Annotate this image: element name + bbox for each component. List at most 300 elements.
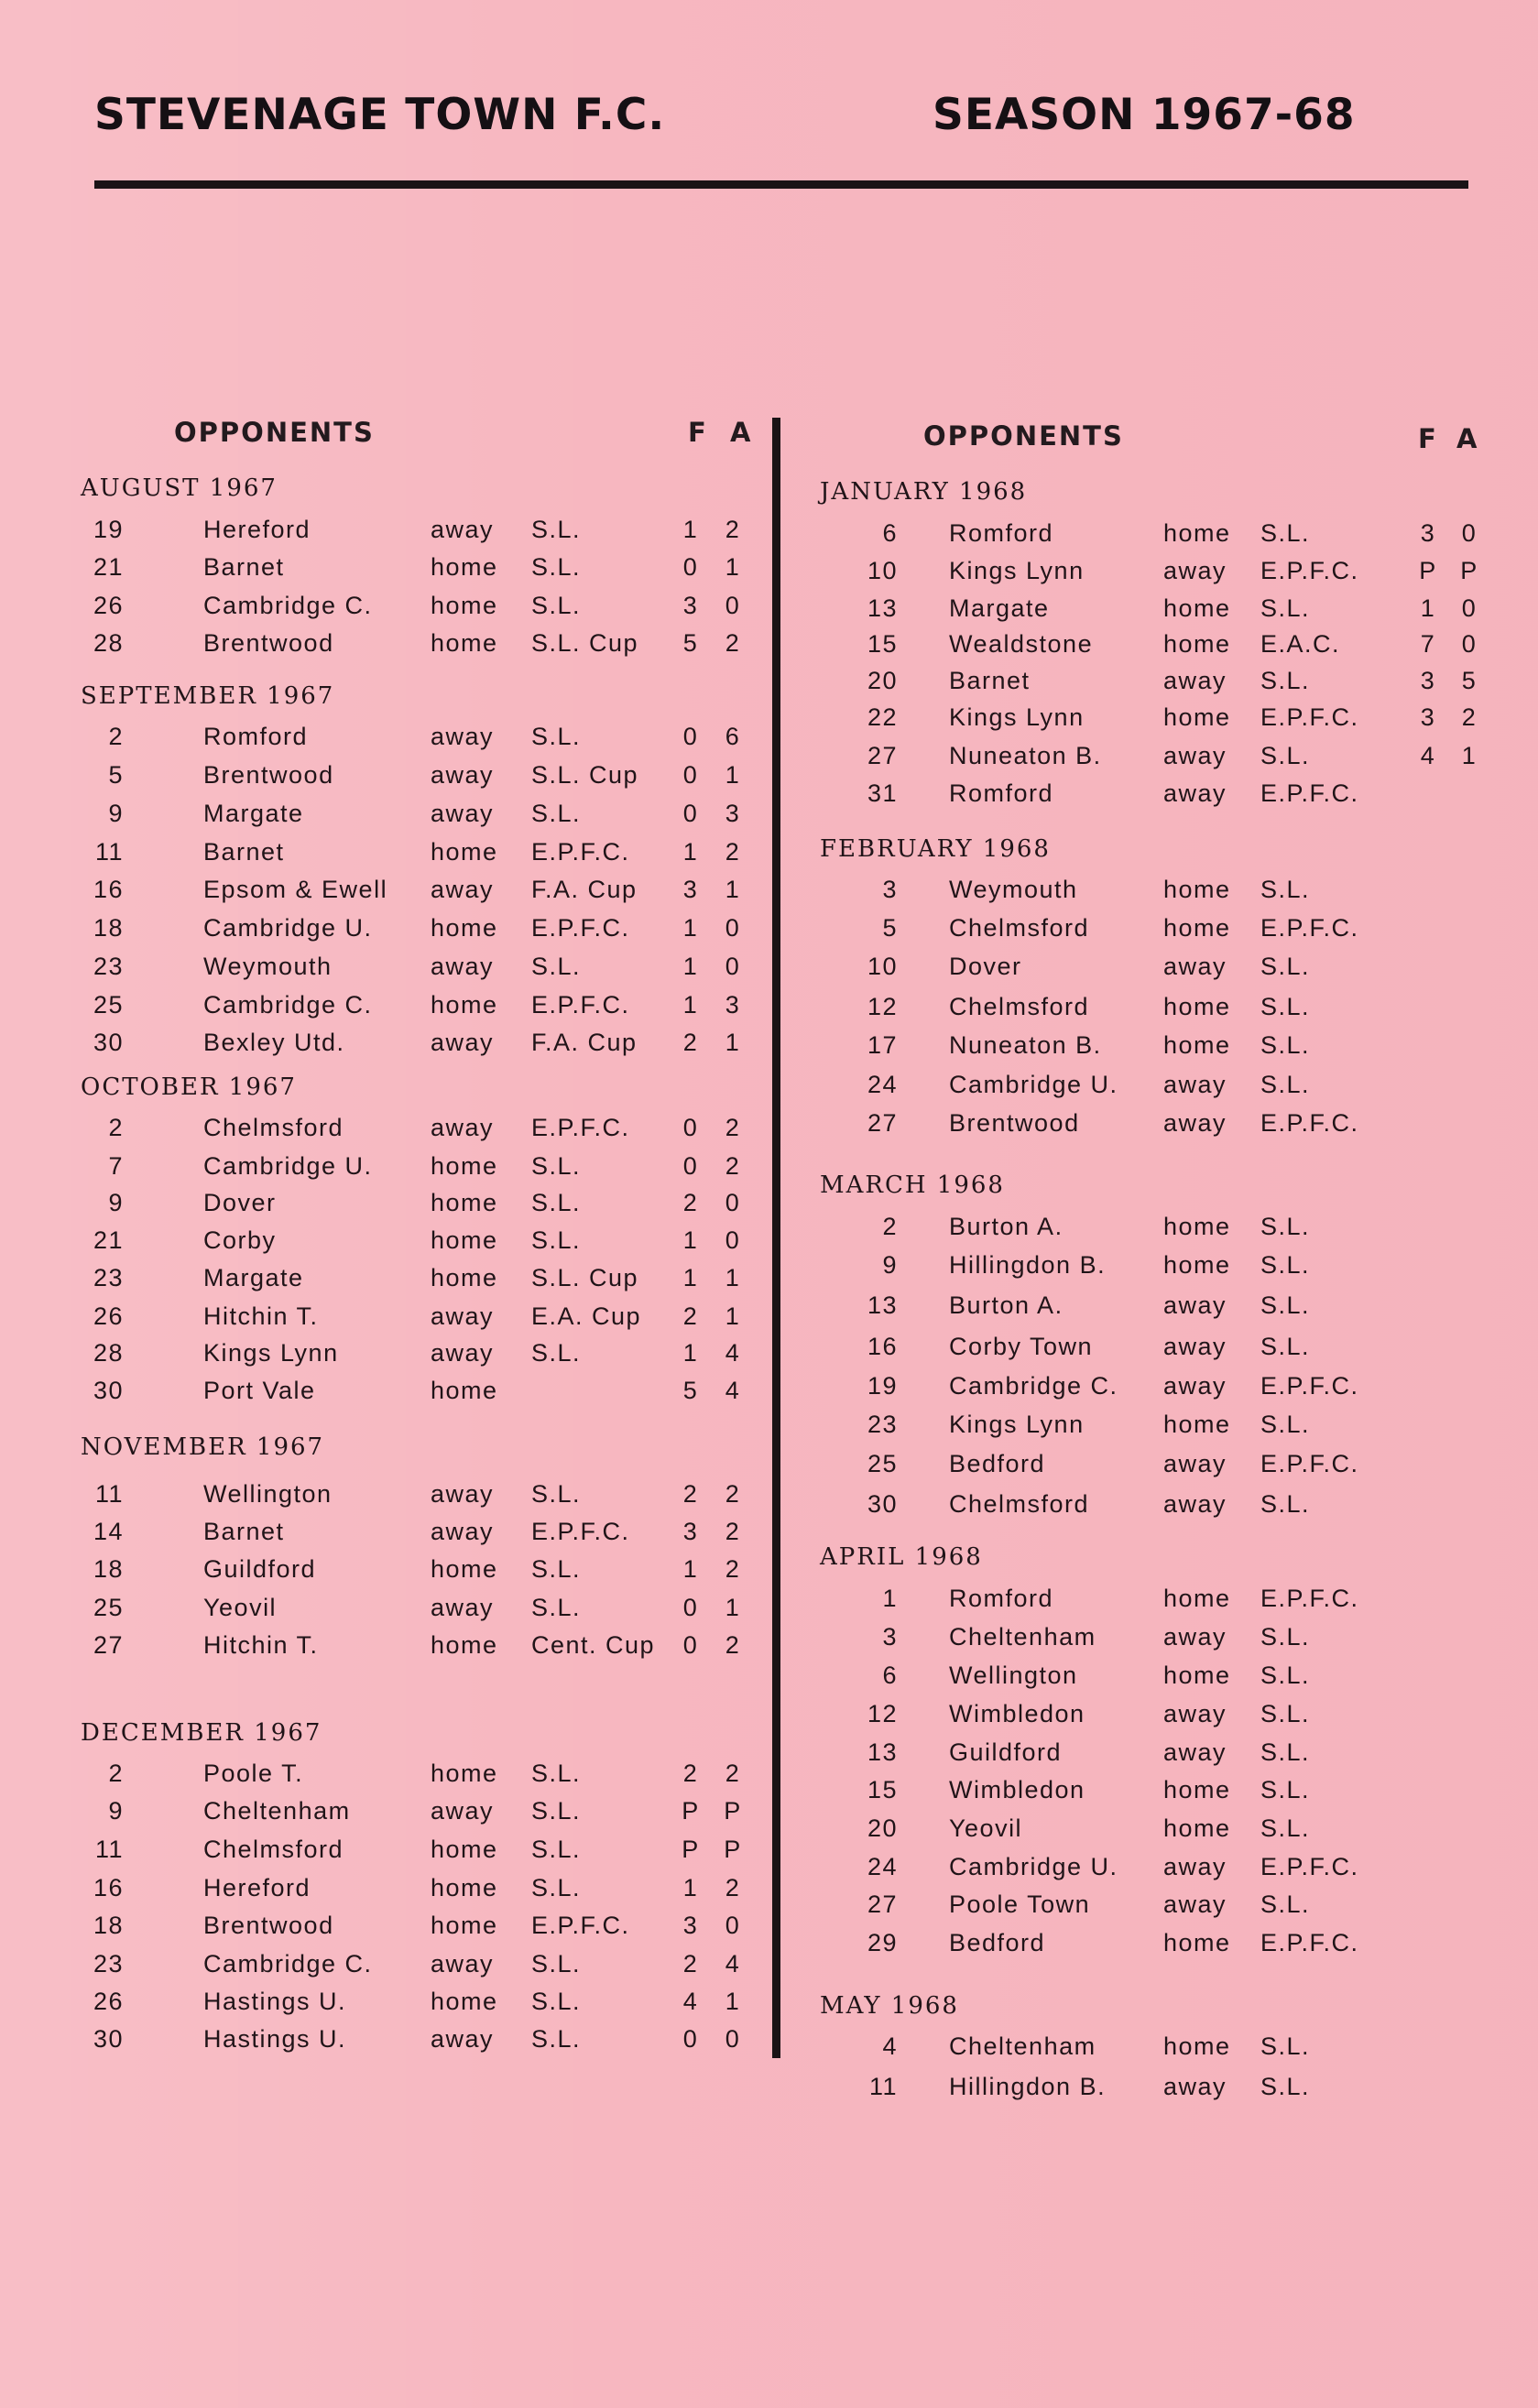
goals-against: 0 <box>725 592 741 619</box>
venue: home <box>431 1631 498 1659</box>
goals-against: 2 <box>725 838 741 866</box>
goals-for: 0 <box>682 800 699 827</box>
goals-for: 3 <box>682 876 699 903</box>
venue: away <box>431 1797 495 1825</box>
venue: away <box>431 723 495 750</box>
opponent: Brentwood <box>203 629 334 657</box>
venue: home <box>431 1760 498 1787</box>
opponent: Poole T. <box>203 1760 304 1787</box>
goals-against: 2 <box>725 1760 741 1787</box>
goals-for: 1 <box>682 1264 699 1291</box>
competition: E.P.F.C. <box>531 1518 630 1545</box>
goals-for: P <box>682 1836 700 1863</box>
venue: away <box>1163 1890 1227 1918</box>
competition: E.P.F.C. <box>1260 1450 1359 1477</box>
venue: away <box>1163 742 1227 769</box>
goals-against: 2 <box>725 516 741 543</box>
match-day: 10 <box>867 557 898 584</box>
opponent: Kings Lynn <box>203 1339 339 1367</box>
opponent: Bedford <box>949 1929 1046 1956</box>
match-day: 23 <box>867 1411 898 1438</box>
goals-against: 1 <box>725 761 741 789</box>
competition: S.L. <box>1260 1700 1311 1727</box>
competition: S.L. <box>1260 1623 1311 1651</box>
opponent: Corby <box>203 1226 277 1254</box>
match-day: 11 <box>94 838 124 866</box>
opponent: Romford <box>949 1585 1054 1612</box>
opponent: Guildford <box>203 1555 317 1583</box>
opponent: Bexley Utd. <box>203 1029 345 1056</box>
goals-against: 2 <box>725 1631 741 1659</box>
goals-for: 4 <box>1420 742 1436 769</box>
match-day: 31 <box>867 779 898 807</box>
opponent: Cambridge U. <box>949 1853 1118 1880</box>
match-day: 2 <box>108 723 124 750</box>
competition: S.L. <box>1260 1213 1311 1240</box>
venue: away <box>431 761 495 789</box>
venue: away <box>1163 1109 1227 1137</box>
venue: home <box>1163 1251 1231 1279</box>
goals-against: 2 <box>725 1114 741 1141</box>
goals-for: 0 <box>682 1114 699 1141</box>
goals-for: 2 <box>682 1302 699 1330</box>
competition: S.L. Cup <box>531 629 639 657</box>
venue: away <box>1163 1291 1227 1319</box>
competition: E.P.F.C. <box>531 991 630 1019</box>
opponent: Hastings U. <box>203 1988 347 2015</box>
match-day: 27 <box>867 742 898 769</box>
competition: E.P.F.C. <box>1260 1372 1359 1400</box>
competition: S.L. <box>531 723 582 750</box>
goals-for: 3 <box>1420 667 1436 694</box>
match-day: 9 <box>108 1797 124 1825</box>
competition: S.L. <box>531 1797 582 1825</box>
goals-against: 0 <box>725 1226 741 1254</box>
competition: S.L. Cup <box>531 1264 639 1291</box>
goals-for: 2 <box>682 1760 699 1787</box>
goals-for: 0 <box>682 761 699 789</box>
match-day: 6 <box>882 519 898 547</box>
venue: home <box>1163 876 1231 903</box>
competition: S.L. <box>531 1594 582 1621</box>
opponent: Barnet <box>949 667 1031 694</box>
month-heading: MARCH 1968 <box>820 1171 1005 1199</box>
competition: S.L. <box>531 1836 582 1863</box>
opponent: Cheltenham <box>949 1623 1096 1651</box>
match-day: 16 <box>93 876 124 903</box>
match-day: 29 <box>867 1929 898 1956</box>
match-day: 27 <box>867 1890 898 1918</box>
competition: S.L. <box>1260 1490 1311 1518</box>
venue: home <box>431 1152 498 1180</box>
competition: S.L. <box>531 1152 582 1180</box>
venue: away <box>431 1114 495 1141</box>
goals-against: 2 <box>725 1555 741 1583</box>
venue: away <box>1163 1853 1227 1880</box>
opponent: Cambridge U. <box>949 1071 1118 1098</box>
goals-against: 5 <box>1461 667 1478 694</box>
goals-for: 0 <box>682 1594 699 1621</box>
match-day: 3 <box>882 876 898 903</box>
venue: home <box>1163 2032 1231 2060</box>
competition: Cent. Cup <box>531 1631 656 1659</box>
opponent: Hereford <box>203 1874 311 1901</box>
competition: S.L. <box>1260 1662 1311 1689</box>
match-day: 9 <box>108 1189 124 1216</box>
competition: S.L. <box>531 800 582 827</box>
opponent: Burton A. <box>949 1213 1064 1240</box>
opponent: Margate <box>203 1264 304 1291</box>
competition: S.L. <box>531 1226 582 1254</box>
goals-against: 0 <box>1461 630 1478 658</box>
opponent: Weymouth <box>203 953 333 980</box>
venue: home <box>431 553 498 581</box>
competition: E.A.C. <box>1260 630 1341 658</box>
venue: home <box>431 914 498 942</box>
goals-for: 2 <box>682 1950 699 1978</box>
opponent: Poole Town <box>949 1890 1091 1918</box>
competition: E.P.F.C. <box>1260 1109 1359 1137</box>
opponent: Hitchin T. <box>203 1302 319 1330</box>
goals-for: 0 <box>682 1152 699 1180</box>
goals-against: 1 <box>725 1302 741 1330</box>
goals-against: 1 <box>725 1264 741 1291</box>
opponent: Brentwood <box>949 1109 1080 1137</box>
match-day: 9 <box>108 800 124 827</box>
goals-against: 3 <box>725 991 741 1019</box>
competition: S.L. <box>1260 2032 1311 2060</box>
venue: away <box>1163 2073 1227 2100</box>
venue: away <box>431 516 495 543</box>
goals-against: P <box>1460 557 1478 584</box>
match-day: 12 <box>867 993 898 1020</box>
match-day: 9 <box>882 1251 898 1279</box>
goals-for: P <box>682 1797 700 1825</box>
venue: home <box>431 1988 498 2015</box>
venue: home <box>431 1555 498 1583</box>
competition: F.A. Cup <box>531 1029 638 1056</box>
competition: S.L. <box>1260 1251 1311 1279</box>
competition: S.L. <box>1260 993 1311 1020</box>
venue: home <box>431 1264 498 1291</box>
match-day: 26 <box>93 1988 124 2015</box>
competition: S.L. <box>1260 1031 1311 1059</box>
venue: away <box>1163 1450 1227 1477</box>
venue: away <box>1163 1738 1227 1766</box>
goals-for: 1 <box>682 991 699 1019</box>
month-heading: MAY 1968 <box>820 1992 959 2020</box>
venue: away <box>431 1339 495 1367</box>
venue: away <box>431 1594 495 1621</box>
title-rule <box>94 180 1468 189</box>
venue: away <box>431 1480 495 1508</box>
column-divider <box>772 418 780 2058</box>
match-day: 23 <box>93 1950 124 1978</box>
match-day: 23 <box>93 1264 124 1291</box>
match-day: 24 <box>867 1853 898 1880</box>
match-day: 4 <box>882 2032 898 2060</box>
match-day: 19 <box>867 1372 898 1400</box>
match-day: 23 <box>93 953 124 980</box>
venue: home <box>431 1226 498 1254</box>
competition: S.L. <box>1260 1776 1311 1803</box>
venue: home <box>1163 1814 1231 1842</box>
opponent: Hereford <box>203 516 311 543</box>
opponent: Bedford <box>949 1450 1046 1477</box>
venue: home <box>431 991 498 1019</box>
goals-against: 0 <box>725 953 741 980</box>
venue: home <box>431 1874 498 1901</box>
match-day: 10 <box>867 953 898 980</box>
match-day: 25 <box>93 991 124 1019</box>
competition: S.L. <box>1260 2073 1311 2100</box>
opponent: Brentwood <box>203 761 334 789</box>
goals-against: 2 <box>725 1874 741 1901</box>
goals-for: 1 <box>1420 594 1436 622</box>
competition: E.P.F.C. <box>531 914 630 942</box>
competition: S.L. Cup <box>531 761 639 789</box>
left-opponents-header: OPPONENTS <box>174 417 375 448</box>
goals-against: 0 <box>1461 519 1478 547</box>
opponent: Cambridge C. <box>203 592 373 619</box>
opponent: Chelmsford <box>203 1836 344 1863</box>
competition: S.L. <box>1260 876 1311 903</box>
venue: home <box>1163 1662 1231 1689</box>
goals-against: 2 <box>725 629 741 657</box>
venue: home <box>431 1912 498 1939</box>
opponent: Guildford <box>949 1738 1063 1766</box>
match-day: 14 <box>93 1518 124 1545</box>
opponent: Dover <box>949 953 1022 980</box>
venue: home <box>1163 914 1231 942</box>
match-day: 18 <box>93 1912 124 1939</box>
goals-for: 3 <box>682 592 699 619</box>
goals-against: 0 <box>725 2025 741 2053</box>
competition: S.L. <box>1260 1738 1311 1766</box>
venue: away <box>1163 1623 1227 1651</box>
venue: home <box>431 1189 498 1216</box>
match-day: 15 <box>867 630 898 658</box>
competition: E.P.F.C. <box>1260 1585 1359 1612</box>
venue: home <box>1163 1213 1231 1240</box>
right-opponents-header: OPPONENTS <box>923 420 1124 452</box>
goals-for: 2 <box>682 1189 699 1216</box>
right-for-header: F <box>1418 423 1438 454</box>
competition: E.P.F.C. <box>1260 1929 1359 1956</box>
opponent: Hillingdon B. <box>949 1251 1107 1279</box>
venue: away <box>431 953 495 980</box>
venue: home <box>1163 630 1231 658</box>
goals-for: 1 <box>682 914 699 942</box>
match-day: 13 <box>867 1738 898 1766</box>
opponent: Wimbledon <box>949 1700 1085 1727</box>
opponent: Barnet <box>203 553 285 581</box>
opponent: Brentwood <box>203 1912 334 1939</box>
goals-for: 4 <box>682 1988 699 2015</box>
match-day: 11 <box>94 1836 124 1863</box>
goals-for: 1 <box>682 838 699 866</box>
opponent: Cambridge C. <box>949 1372 1118 1400</box>
goals-for: 7 <box>1420 630 1436 658</box>
competition: S.L. <box>1260 1814 1311 1842</box>
match-day: 7 <box>108 1152 124 1180</box>
venue: away <box>1163 1490 1227 1518</box>
venue: home <box>1163 594 1231 622</box>
competition: S.L. <box>531 1339 582 1367</box>
match-day: 17 <box>867 1031 898 1059</box>
match-day: 18 <box>93 1555 124 1583</box>
venue: away <box>431 1302 495 1330</box>
competition: E.P.F.C. <box>1260 557 1359 584</box>
goals-against: 1 <box>725 1029 741 1056</box>
competition: E.A. Cup <box>531 1302 642 1330</box>
competition: S.L. <box>1260 1071 1311 1098</box>
competition: S.L. <box>531 1760 582 1787</box>
opponent: Romford <box>949 519 1054 547</box>
goals-against: 4 <box>725 1950 741 1978</box>
venue: home <box>1163 703 1231 731</box>
competition: S.L. <box>1260 594 1311 622</box>
opponent: Cambridge U. <box>203 914 373 942</box>
match-day: 13 <box>867 1291 898 1319</box>
match-day: 30 <box>93 1377 124 1404</box>
goals-for: 0 <box>682 723 699 750</box>
venue: away <box>431 2025 495 2053</box>
opponent: Barnet <box>203 1518 285 1545</box>
match-day: 19 <box>93 516 124 543</box>
opponent: Dover <box>203 1189 277 1216</box>
match-day: 24 <box>867 1071 898 1098</box>
competition: S.L. <box>531 1988 582 2015</box>
opponent: Cambridge C. <box>203 991 373 1019</box>
goals-for: 1 <box>682 953 699 980</box>
opponent: Hillingdon B. <box>949 2073 1107 2100</box>
competition: S.L. <box>1260 1890 1311 1918</box>
competition: S.L. <box>531 592 582 619</box>
venue: home <box>1163 1411 1231 1438</box>
goals-for: 1 <box>682 1874 699 1901</box>
goals-against: 0 <box>1461 594 1478 622</box>
goals-for: 0 <box>682 2025 699 2053</box>
month-heading: OCTOBER 1967 <box>81 1073 297 1101</box>
match-day: 5 <box>108 761 124 789</box>
opponent: Cheltenham <box>203 1797 351 1825</box>
venue: away <box>1163 1700 1227 1727</box>
match-day: 27 <box>867 1109 898 1137</box>
goals-against: 6 <box>725 723 741 750</box>
competition: S.L. <box>1260 1333 1311 1360</box>
goals-for: 5 <box>682 1377 699 1404</box>
opponent: Kings Lynn <box>949 1411 1085 1438</box>
opponent: Chelmsford <box>949 914 1090 942</box>
match-day: 16 <box>93 1874 124 1901</box>
match-day: 12 <box>867 1700 898 1727</box>
match-day: 6 <box>882 1662 898 1689</box>
competition: F.A. Cup <box>531 876 638 903</box>
month-heading: JANUARY 1968 <box>820 478 1028 506</box>
match-day: 22 <box>867 703 898 731</box>
opponent: Hitchin T. <box>203 1631 319 1659</box>
goals-against: 0 <box>725 914 741 942</box>
competition: S.L. <box>531 516 582 543</box>
match-day: 3 <box>882 1623 898 1651</box>
venue: away <box>1163 557 1227 584</box>
goals-for: 1 <box>682 1226 699 1254</box>
match-day: 20 <box>867 667 898 694</box>
competition: S.L. <box>1260 1291 1311 1319</box>
match-day: 25 <box>867 1450 898 1477</box>
opponent: Cheltenham <box>949 2032 1096 2060</box>
opponent: Yeovil <box>949 1814 1023 1842</box>
venue: home <box>431 592 498 619</box>
competition: S.L. <box>531 1555 582 1583</box>
venue: away <box>1163 779 1227 807</box>
venue: home <box>1163 1776 1231 1803</box>
match-day: 26 <box>93 1302 124 1330</box>
goals-for: 3 <box>1420 519 1436 547</box>
goals-against: 3 <box>725 800 741 827</box>
goals-for: 1 <box>682 516 699 543</box>
competition: S.L. <box>531 1874 582 1901</box>
venue: home <box>1163 993 1231 1020</box>
venue: home <box>1163 1929 1231 1956</box>
competition: S.L. <box>1260 742 1311 769</box>
opponent: Kings Lynn <box>949 703 1085 731</box>
opponent: Wellington <box>203 1480 333 1508</box>
goals-against: P <box>724 1797 742 1825</box>
match-day: 30 <box>867 1490 898 1518</box>
competition: E.P.F.C. <box>531 838 630 866</box>
competition: S.L. <box>531 1480 582 1508</box>
competition: S.L. <box>1260 953 1311 980</box>
venue: away <box>1163 1372 1227 1400</box>
competition: S.L. <box>531 1950 582 1978</box>
goals-against: 1 <box>725 553 741 581</box>
opponent: Corby Town <box>949 1333 1094 1360</box>
month-heading: DECEMBER 1967 <box>81 1719 322 1747</box>
match-day: 20 <box>867 1814 898 1842</box>
match-day: 27 <box>93 1631 124 1659</box>
goals-for: 0 <box>682 1631 699 1659</box>
venue: home <box>431 629 498 657</box>
goals-against: 4 <box>725 1377 741 1404</box>
month-heading: AUGUST 1967 <box>81 474 278 502</box>
opponent: Yeovil <box>203 1594 278 1621</box>
venue: away <box>431 1029 495 1056</box>
match-day: 15 <box>867 1776 898 1803</box>
goals-for: 2 <box>682 1029 699 1056</box>
opponent: Burton A. <box>949 1291 1064 1319</box>
match-day: 1 <box>882 1585 898 1612</box>
goals-for: 0 <box>682 553 699 581</box>
goals-against: 1 <box>725 1988 741 2015</box>
goals-against: 1 <box>1461 742 1478 769</box>
goals-against: 1 <box>725 1594 741 1621</box>
match-day: 5 <box>882 914 898 942</box>
left-for-header: F <box>688 417 708 448</box>
month-heading: APRIL 1968 <box>820 1543 983 1571</box>
goals-against: 2 <box>725 1480 741 1508</box>
opponent: Nuneaton B. <box>949 1031 1102 1059</box>
goals-against: 0 <box>725 1912 741 1939</box>
season-title: SEASON 1967-68 <box>933 90 1356 140</box>
venue: home <box>1163 1585 1231 1612</box>
opponent: Hastings U. <box>203 2025 347 2053</box>
match-day: 18 <box>93 914 124 942</box>
match-day: 25 <box>93 1594 124 1621</box>
venue: away <box>431 1518 495 1545</box>
club-title: STEVENAGE TOWN F.C. <box>94 90 666 140</box>
